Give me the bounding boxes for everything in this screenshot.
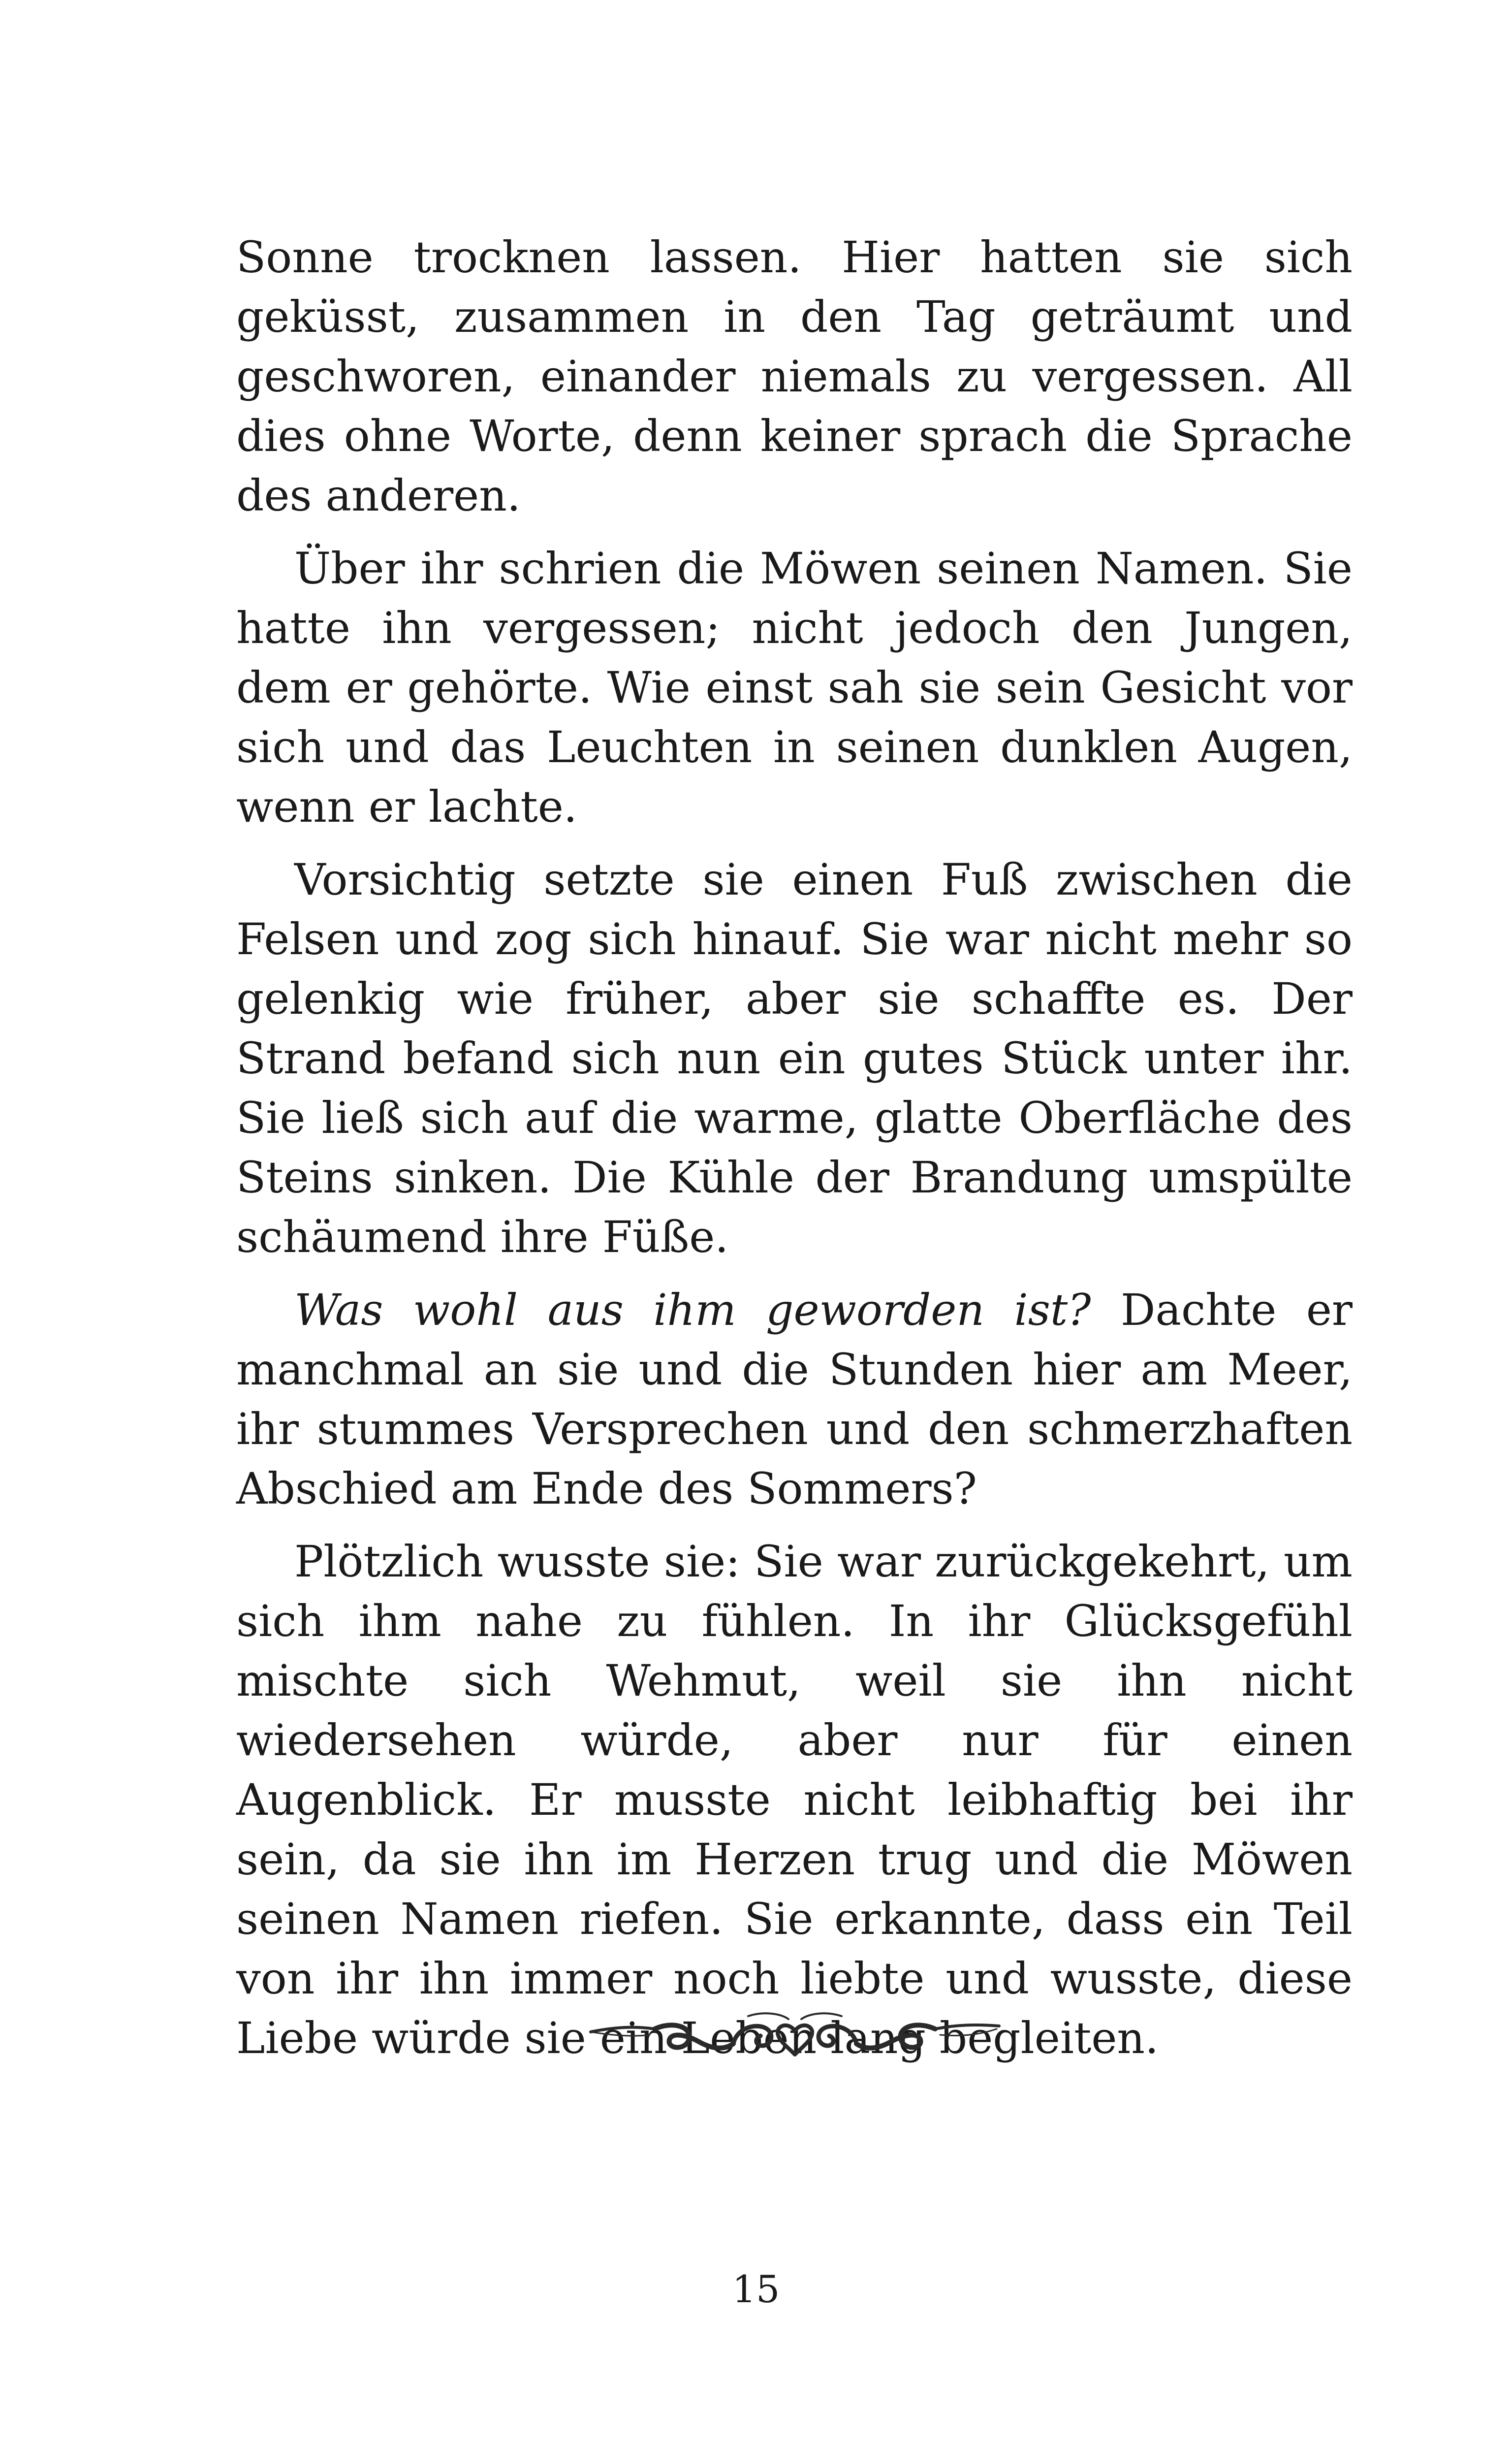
paragraph-2: Über ihr schrien die Möwen seinen Namen. Sie hatte ihn vergessen; nicht jedoch den Jungen, dem er gehörte. Wie einst sah sie sein Gesicht vor sich und das Leuchten in seinen dunklen Augen, wenn er lachte. xyxy=(236,543,1353,832)
paragraph-4 xyxy=(236,1280,1353,1518)
body-text xyxy=(236,227,1353,2081)
paragraph-1: Sonne trocknen lassen. Hier hatten sie sich geküsst, zusammen in den Tag geträumt und geschworen, einander niemals zu vergessen. All dies ohne Worte, denn keiner sprach die Sprache des anderen. xyxy=(236,232,1353,521)
paragraph-3: Vorsichtig setzte sie einen Fuß zwischen die Felsen und zog sich hinauf. Sie war nicht mehr so gelenkig wie früher, aber sie schaffte es. Der Strand befand sich nun ein gutes Stück unter ihr. Sie ließ sich auf die warme, glatte Oberfläche des Steins sinken. Die Kühle der Brandung umspülte schäumend ihre Füße. xyxy=(236,854,1353,1262)
paragraph-5: Plötzlich wusste sie: Sie war zurückgekehrt, um sich ihm nahe zu fühlen. In ihr Glücksgefühl mischte sich Wehmut, weil sie ihn nicht wiedersehen würde, aber nur für einen Augenblick. Er musste nicht leibhaftig bei ihr sein, da sie ihn im Herzen trug und die Möwen seinen Namen riefen. Sie erkannte, dass ein Teil von ihr ihn immer noch liebte und wusste, diese Liebe würde sie ein Leben lang begleiten. xyxy=(236,1536,1353,2063)
italic-thought: Was wohl aus ihm geworden ist? xyxy=(294,1285,1091,1335)
page-number: 15 xyxy=(732,2267,780,2311)
scroll-flourish-icon xyxy=(586,1996,1004,2070)
paragraph-4-text: Dachte er manchmal an sie und die Stunden hier am Meer, ihr stummes Versprechen und den schmerzhaften Abschied am Ende des Sommers? xyxy=(236,1285,1353,1514)
